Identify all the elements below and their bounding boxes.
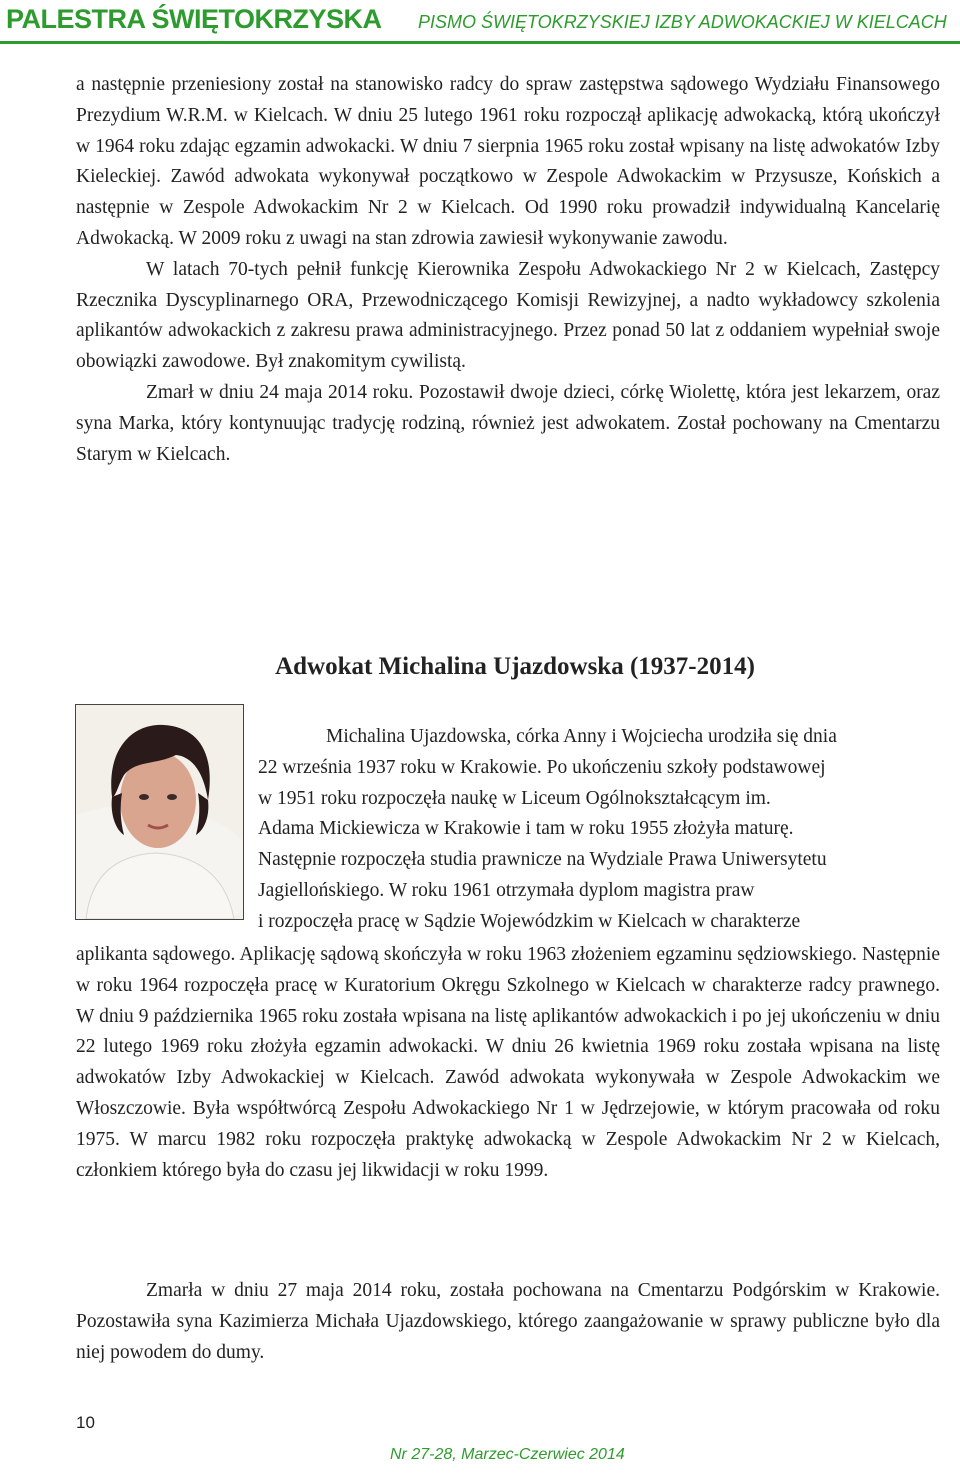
portrait-photo	[75, 704, 244, 920]
header-rule	[0, 41, 960, 44]
paragraph: a następnie przeniesiony został na stanowisko radcy do spraw zastępstwa sądowego Wydziału Finansowego Prezydium W.R.M. w Kielcach. W dniu 25 lutego 1961 roku rozpoczął aplikację adwokacką, którą ukończył w 1964 roku zdając egzamin adwokacki. W dniu 7 sierpnia 1965 roku został wpisany na listę adwokatów Izby Kieleckiej. Zawód adwokata wykonywał początkowo w Zespole Adwokackim w Przysusze, Końskich a następnie w Zespole Adwokackim Nr 2 w Kielcach. Od 1990 roku prowadził indywidualną Kancelarię Adwokacką. W 2009 roku z uwagi na stan zdrowia zawiesił wykonywanie zawodu.	[76, 74, 940, 249]
magazine-title: PALESTRA ŚWIĘTOKRZYSKA	[6, 4, 382, 34]
wrapped-intro	[258, 722, 940, 938]
text-line: Jagiellońskiego. W roku 1961 otrzymała dyplom magistra praw	[258, 879, 755, 901]
article-title: Adwokat Michalina Ujazdowska (1937-2014)	[275, 653, 755, 680]
paragraph: Zmarł w dniu 24 maja 2014 roku. Pozostawił dwoje dzieci, córkę Wiolettę, która jest lekarzem, oraz syna Marka, który kontynuując tradycję rodziną, również jest adwokatem. Został pochowany na Cmentarzu Starym w Kielcach.	[76, 381, 940, 465]
issue-label: Nr 27-28, Marzec-Czerwiec 2014	[390, 1446, 625, 1463]
magazine-subtitle: PISMO ŚWIĘTOKRZYSKIEJ IZBY ADWOKACKIEJ W KIELCACH	[418, 12, 947, 32]
text-line: w 1951 roku rozpoczęła naukę w Liceum Ogólnokształcącym im.	[258, 787, 771, 809]
top-section	[76, 70, 940, 470]
page-header	[0, 0, 960, 48]
text-line: Następnie rozpoczęła studia prawnicze na Wydziale Prawa Uniwersytetu	[258, 849, 827, 871]
text-line: Adama Mickiewicza w Krakowie i tam w roku 1955 złożyła maturę.	[258, 818, 794, 840]
text-line: i rozpoczęła pracę w Sądzie Wojewódzkim w Kielcach w charakterze	[258, 910, 801, 932]
paragraph: Zmarła w dniu 27 maja 2014 roku, została pochowana na Cmentarzu Podgórskim w Krakowie. Pozostawiła syna Kazimierza Michała Ujazdowskiego, którego zaangażowanie w sprawy publiczne było dla niej powodem do dumy.	[76, 1280, 940, 1363]
article-body	[76, 940, 940, 1186]
article-closing	[76, 1276, 940, 1368]
paragraph: aplikanta sądowego. Aplikację sądową skończyła w roku 1963 złożeniem egzaminu sędziowskiego. Następnie w roku 1964 rozpoczęła pracę w Kuratorium Okręgu Szkolnego w Kielcach w charakterze radcy prawnego. W dniu 9 października 1965 roku została wpisana na listę aplikantów adwokackich i po jej ukończeniu w dniu 22 lutego 1969 roku złożyła egzamin adwokacki. W dniu 26 kwietnia 1969 roku została wpisana na listę adwokatów Izby Adwokackiej w Kielcach. Zawód adwokata wykonywała w Zespole Adwokackim we Włoszczowie. Była współtwórcą Zespołu Adwokackiego Nr 1 w Jędrzejowie, w którym pracowała od roku 1975. W marcu 1982 roku rozpoczęła praktykę adwokacką w Zespole Adwokackim Nr 2 w Kielcach, członkiem którego była do czasu jej likwidacji w roku 1999.	[76, 944, 940, 1181]
portrait-image	[76, 705, 243, 919]
text-line: 22 września 1937 roku w Krakowie. Po ukończeniu szkoły podstawowej	[258, 756, 826, 778]
page-number: 10	[76, 1413, 95, 1432]
text-line: Michalina Ujazdowska, córka Anny i Wojciecha urodziła się dnia	[326, 726, 837, 747]
paragraph: W latach 70-tych pełnił funkcję Kierownika Zespołu Adwokackiego Nr 2 w Kielcach, Zastępcy Rzecznika Dyscyplinarnego ORA, Przewodniczącego Komisji Rewizyjnej, a nadto wykładowcy szkolenia aplikantów adwokackich z zakresu prawa administracyjnego. Przez ponad 50 lat z oddaniem wypełniał swoje obowiązki zawodowe. Był znakomitym cywilistą.	[76, 258, 940, 373]
